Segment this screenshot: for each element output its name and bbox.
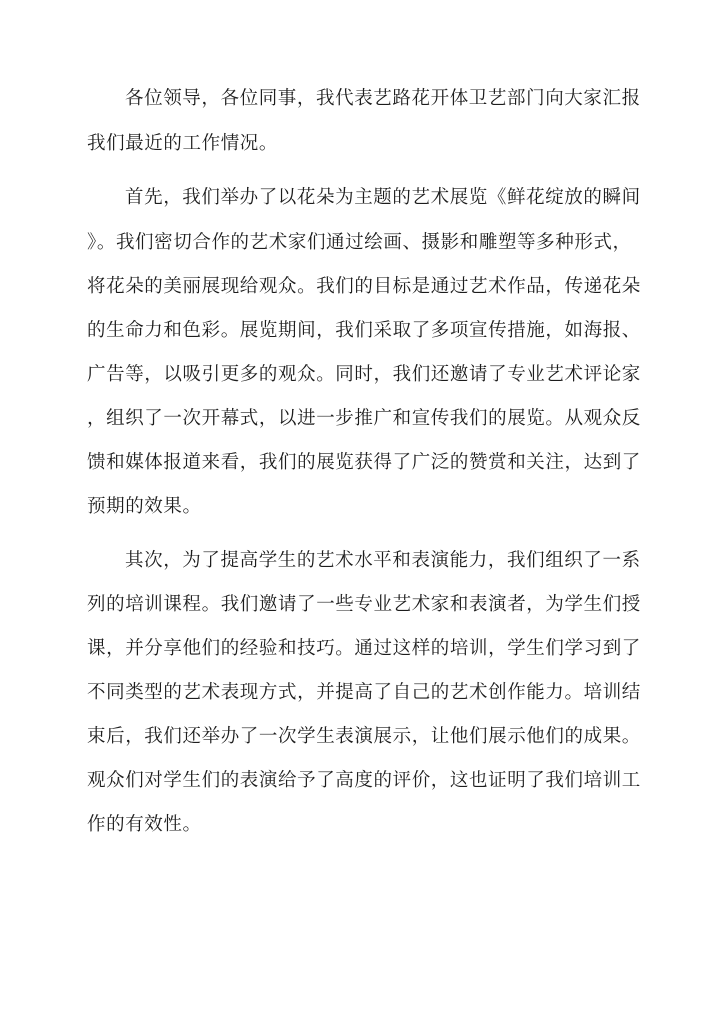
- paragraph-2-line-4: 的生命力和色彩。展览期间，我们采取了多项宣传措施，如海报、: [87, 320, 641, 341]
- paragraph-2-line-7: 馈和媒体报道来看，我们的展览获得了广泛的赞赏和关注，达到了: [87, 452, 641, 473]
- paragraph-3-line-4: 不同类型的艺术表现方式，并提高了自己的艺术创作能力。培训结: [87, 682, 641, 703]
- paragraph-1-line-1: 各位领导，各位同事，我代表艺路花开体卫艺部门向大家汇报: [125, 88, 641, 109]
- paragraph-2-line-5: 广告等，以吸引更多的观众。同时，我们还邀请了专业艺术评论家: [87, 364, 641, 385]
- paragraph-2-line-6: ，组织了一次开幕式，以进一步推广和宣传我们的展览。从观众反: [87, 408, 641, 429]
- paragraph-1-line-2: 我们最近的工作情况。: [87, 133, 279, 154]
- paragraph-3-line-7: 作的有效性。: [87, 814, 202, 835]
- paragraph-2-line-8: 预期的效果。: [87, 496, 202, 517]
- paragraph-3-line-2: 列的培训课程。我们邀请了一些专业艺术家和表演者，为学生们授: [87, 594, 641, 615]
- paragraph-2-line-3: 将花朵的美丽展现给观众。我们的目标是通过艺术作品，传递花朵: [87, 276, 641, 297]
- paragraph-2-line-1: 首先，我们举办了以花朵为主题的艺术展览《鲜花绽放的瞬间: [125, 187, 641, 208]
- paragraph-3-line-6: 观众们对学生们的表演给予了高度的评价，这也证明了我们培训工: [87, 770, 641, 791]
- paragraph-2-line-2: 》。我们密切合作的艺术家们通过绘画、摄影和雕塑等多种形式，: [87, 232, 632, 253]
- paragraph-3-line-3: 课，并分享他们的经验和技巧。通过这样的培训，学生们学习到了: [87, 638, 641, 659]
- paragraph-3-line-1: 其次，为了提高学生的艺术水平和表演能力，我们组织了一系: [125, 550, 641, 571]
- paragraph-3-line-5: 束后，我们还举办了一次学生表演展示，让他们展示他们的成果。: [87, 726, 641, 747]
